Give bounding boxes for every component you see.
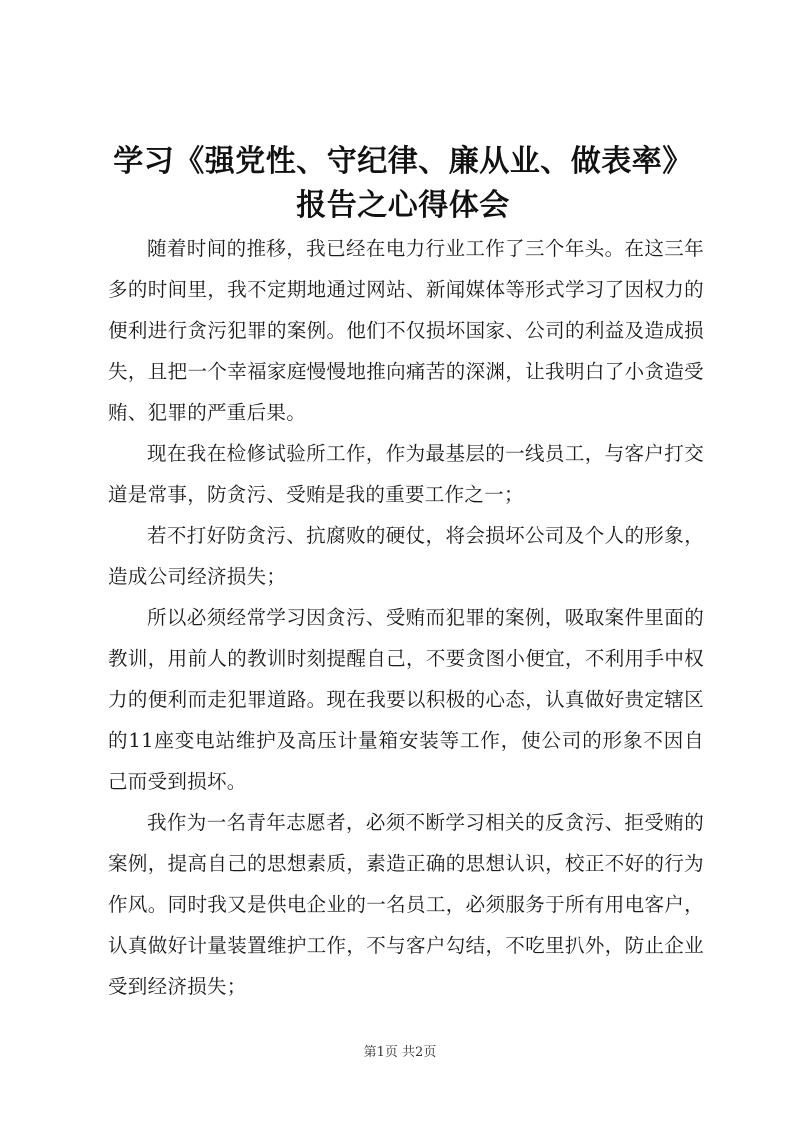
paragraph-5: 我作为一名青年志愿者，必须不断学习相关的反贪污、拒受贿的案例，提高自己的思想素质，素造正确的思想认识，校正不好的行为作风。同时我又是供电企业的一名员工，必须服务于所有用电客户，认真做好计量装置维护工作，不与客户勾结，不吃里扒外，防止企业受到经济损失； (108, 811, 704, 998)
page-footer (0, 1044, 800, 1062)
document-title: 学习《强党性、守纪律、廉从业、做表率》报告之心得体会 (113, 144, 693, 223)
paragraph-3: 若不打好防贪污、抗腐败的硬仗，将会损坏公司及个人的形象，造成公司经济损失； (108, 524, 704, 588)
page-indicator: 第1页 共2页 (363, 1045, 437, 1060)
paragraph-1: 随着时间的推移，我已经在电力行业工作了三个年头。在这三年多的时间里，我不定期地通过网站、新闻媒体等形式学习了因权力的便利进行贪污犯罪的案例。他们不仅损坏国家、公司的利益及造成损失，且把一个幸福家庭慢慢地推向痛苦的深渊，让我明白了小贪造受贿、犯罪的严重后果。 (108, 237, 704, 424)
document-body (108, 228, 704, 1007)
paragraph-4: 所以必须经常学习因贪污、受贿而犯罪的案例，吸取案件里面的教训，用前人的教训时刻提醒自己，不要贪图小便宜，不利用手中权力的便利而走犯罪道路。现在我要以积极的心态，认真做好贵定辖区的11座变电站维护及高压计量箱安装等工作，使公司的形象不因自己而受到损坏。 (108, 606, 704, 793)
paragraph-2: 现在我在检修试验所工作，作为最基层的一线员工，与客户打交道是常事，防贪污、受贿是我的重要工作之一； (108, 442, 704, 506)
